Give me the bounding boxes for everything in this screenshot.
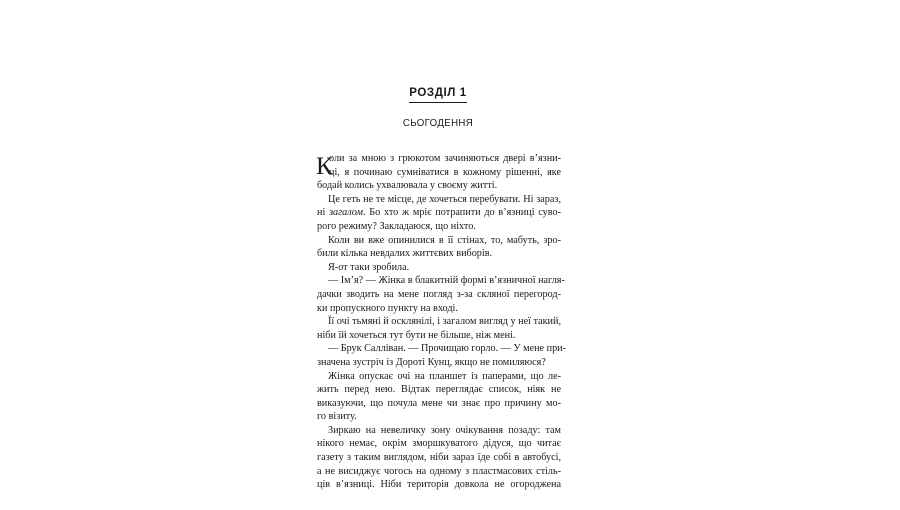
text-line: газету з таким виглядом, ніби зараз їде собі в автобусі, bbox=[317, 452, 561, 464]
text-line: били кілька невдалих життєвих виборів. bbox=[317, 248, 493, 260]
text-line: Зиркаю на невеличку зону очікування позаду: там bbox=[328, 424, 561, 436]
text-fragment: ні bbox=[317, 207, 330, 219]
chapter-subtitle: СЬОГОДЕННЯ bbox=[402, 117, 474, 129]
text-line: Її очі тьмяні й осклянілі, і загалом вигляд у неї такий, bbox=[328, 316, 561, 328]
text-line: оли за мною з грюкотом зачиняються двері в’язни- bbox=[329, 153, 561, 164]
text-line: ки пропускного пункту на вході. bbox=[317, 302, 458, 314]
text-fragment: . Бо хто ж мріє потрапити до в’язниці суво- bbox=[362, 207, 561, 219]
text-line: — Ім’я? — Жінка в блакитній формі в’язничної нагля- bbox=[328, 275, 565, 287]
text-line: бодай колись ухвалювала у своєму житті. bbox=[317, 180, 498, 192]
text-line: ці, я починаю сумніватися в кожному рішенні, яке bbox=[329, 166, 561, 178]
text-line: а не висиджує чогось на одному з пластмасових стіль- bbox=[317, 465, 561, 477]
text-line: дачки зводить на мене погляд з-за скляної перегород- bbox=[317, 288, 561, 300]
text-line: Це геть не те місце, де хочеться перебувати. Ні зараз, bbox=[328, 193, 561, 205]
emphasis-text: загалом bbox=[329, 207, 363, 219]
text-line: Коли ви вже опинилися в її стінах, то, мабуть, зро- bbox=[328, 234, 561, 246]
text-line: нікого немає, окрім зморшкуватого дідуся, що читає bbox=[317, 438, 561, 450]
text-line: го візиту. bbox=[317, 411, 357, 423]
chapter-title bbox=[318, 86, 558, 103]
text-line: рого режиму? Закладаюся, що ніхто. bbox=[317, 220, 476, 232]
text-line: ців в’язниці. Ніби територія довкола не огороджена bbox=[317, 479, 561, 491]
chapter-title-text: РОЗДІЛ 1 bbox=[409, 86, 467, 103]
text-line: значена зустріч із Дороті Кунц, якщо не помиляюся? bbox=[317, 356, 546, 368]
text-line: жить перед нею. Відтак переглядає список, ніяк не bbox=[317, 384, 561, 396]
body-text bbox=[316, 152, 567, 492]
text-line: виказуючи, що почула мене чи знає про причину мо- bbox=[317, 397, 561, 409]
text-line bbox=[317, 206, 561, 220]
text-line: ніби їй хочеться тут бути не більше, ніж мені. bbox=[317, 329, 516, 341]
text-line: Я-от таки зробила. bbox=[328, 261, 410, 273]
drop-cap: К bbox=[316, 153, 333, 180]
text-line: Жінка опускає очі на планшет із паперами, що ле- bbox=[328, 370, 561, 382]
text-line: — Брук Салліван. — Прочищаю горло. — У мене при- bbox=[328, 343, 567, 355]
